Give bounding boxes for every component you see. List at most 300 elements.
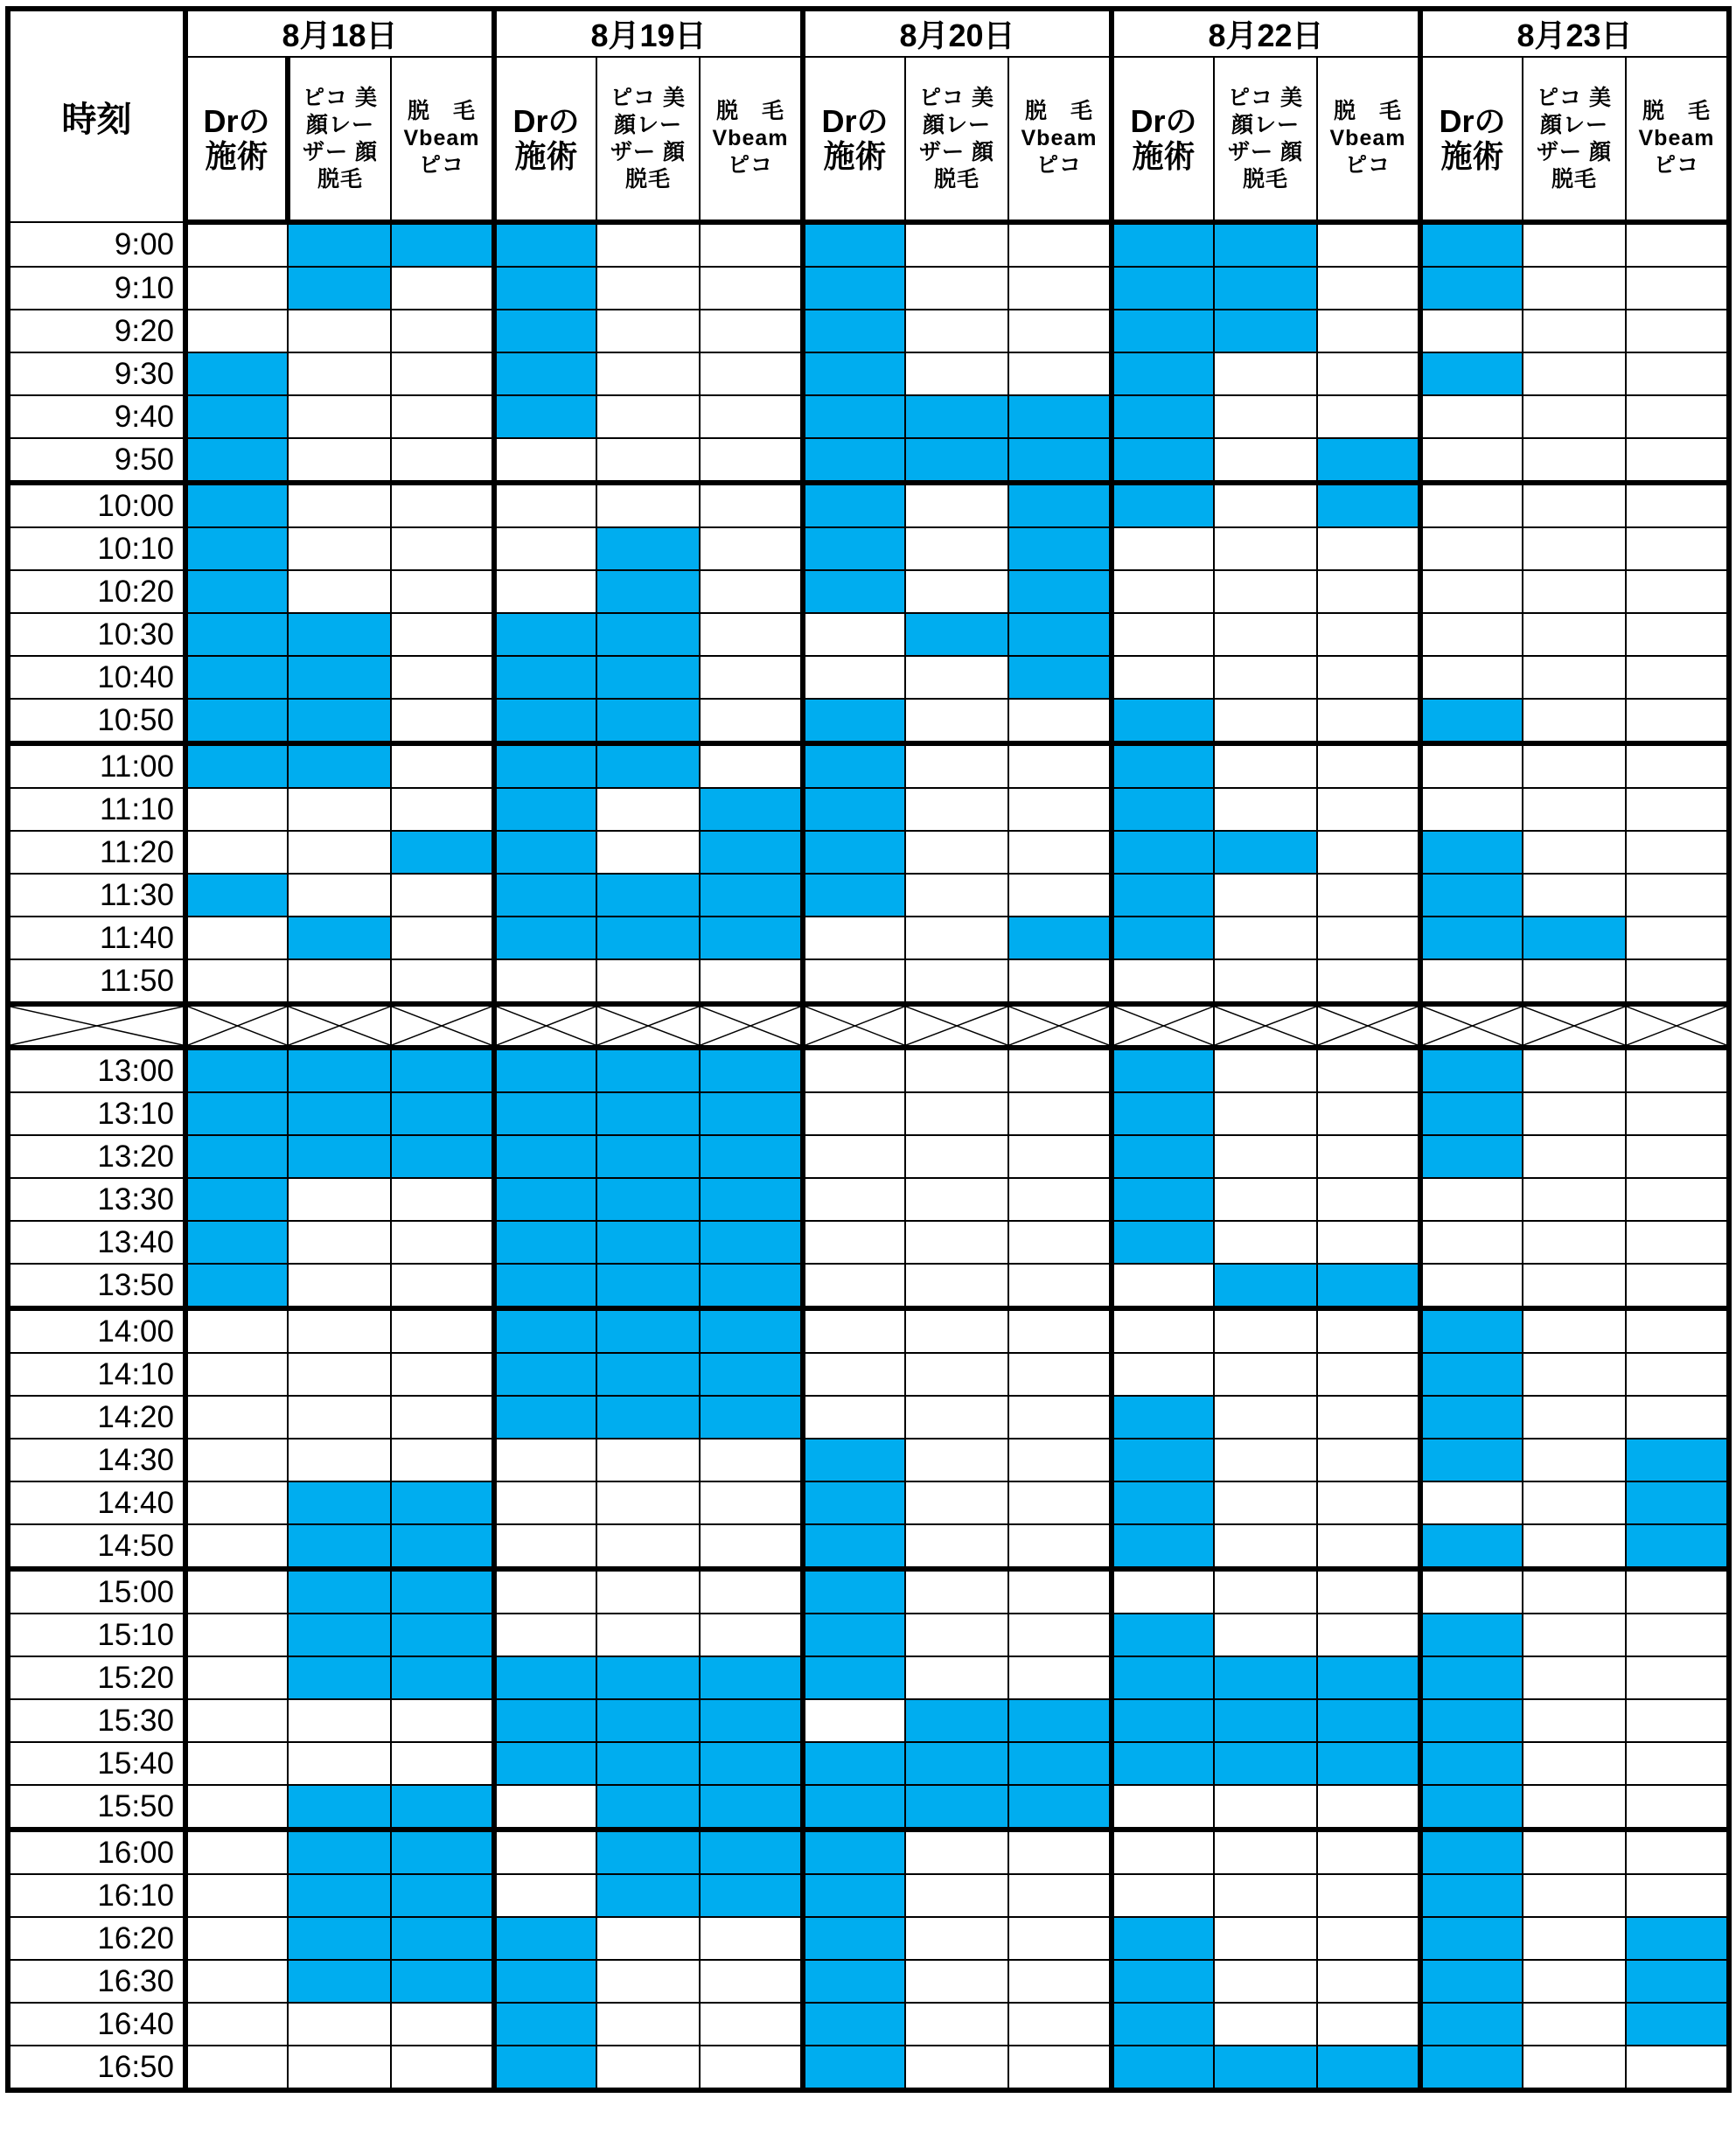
slot-available[interactable]	[1420, 222, 1523, 267]
slot-empty[interactable]	[1523, 1656, 1626, 1699]
slot-empty[interactable]	[1626, 1656, 1729, 1699]
slot-empty[interactable]	[288, 395, 391, 438]
slot-empty[interactable]	[596, 2046, 700, 2090]
slot-available[interactable]	[494, 1135, 596, 1178]
slot-available[interactable]	[391, 1960, 494, 2003]
slot-available[interactable]	[803, 570, 905, 613]
slot-empty[interactable]	[288, 570, 391, 613]
slot-empty[interactable]	[1626, 1699, 1729, 1742]
slot-available[interactable]	[391, 1135, 494, 1178]
slot-empty[interactable]	[391, 483, 494, 527]
slot-empty[interactable]	[700, 2003, 803, 2046]
slot-empty[interactable]	[1008, 1221, 1112, 1264]
slot-available[interactable]	[700, 1699, 803, 1742]
slot-available[interactable]	[596, 699, 700, 743]
slot-available[interactable]	[596, 1221, 700, 1264]
slot-empty[interactable]	[905, 917, 1008, 959]
slot-empty[interactable]	[1214, 1614, 1317, 1656]
slot-empty[interactable]	[185, 917, 288, 959]
slot-available[interactable]	[494, 1960, 596, 2003]
slot-empty[interactable]	[391, 527, 494, 570]
slot-empty[interactable]	[1112, 1353, 1214, 1396]
slot-available[interactable]	[803, 2003, 905, 2046]
slot-available[interactable]	[803, 1614, 905, 1656]
slot-available[interactable]	[1420, 1742, 1523, 1785]
slot-available[interactable]	[494, 267, 596, 310]
slot-empty[interactable]	[1626, 1830, 1729, 1874]
slot-empty[interactable]	[1317, 1439, 1420, 1481]
slot-empty[interactable]	[288, 959, 391, 1004]
slot-available[interactable]	[1112, 1917, 1214, 1960]
slot-empty[interactable]	[1626, 699, 1729, 743]
slot-empty[interactable]	[1626, 267, 1729, 310]
slot-empty[interactable]	[905, 1353, 1008, 1396]
slot-available[interactable]	[1420, 1308, 1523, 1353]
slot-empty[interactable]	[1317, 570, 1420, 613]
slot-available[interactable]	[596, 1874, 700, 1917]
slot-empty[interactable]	[1626, 788, 1729, 831]
slot-empty[interactable]	[185, 310, 288, 352]
slot-empty[interactable]	[803, 1178, 905, 1221]
slot-empty[interactable]	[1317, 222, 1420, 267]
slot-empty[interactable]	[803, 1396, 905, 1439]
slot-available[interactable]	[288, 743, 391, 788]
slot-available[interactable]	[803, 267, 905, 310]
slot-available[interactable]	[1420, 917, 1523, 959]
slot-available[interactable]	[185, 613, 288, 656]
slot-empty[interactable]	[905, 1135, 1008, 1178]
slot-empty[interactable]	[1008, 831, 1112, 874]
slot-available[interactable]	[1112, 917, 1214, 959]
slot-available[interactable]	[1214, 1742, 1317, 1785]
slot-empty[interactable]	[1523, 1874, 1626, 1917]
slot-empty[interactable]	[1317, 352, 1420, 395]
slot-empty[interactable]	[1626, 831, 1729, 874]
slot-available[interactable]	[803, 1785, 905, 1830]
slot-empty[interactable]	[905, 267, 1008, 310]
slot-empty[interactable]	[1214, 656, 1317, 699]
slot-available[interactable]	[1112, 1439, 1214, 1481]
slot-available[interactable]	[905, 1699, 1008, 1742]
slot-empty[interactable]	[1523, 570, 1626, 613]
slot-available[interactable]	[185, 352, 288, 395]
slot-empty[interactable]	[700, 352, 803, 395]
slot-empty[interactable]	[391, 1221, 494, 1264]
slot-available[interactable]	[700, 1308, 803, 1353]
slot-empty[interactable]	[700, 1569, 803, 1614]
slot-empty[interactable]	[803, 613, 905, 656]
slot-available[interactable]	[494, 656, 596, 699]
slot-empty[interactable]	[905, 959, 1008, 1004]
slot-available[interactable]	[1112, 1656, 1214, 1699]
slot-empty[interactable]	[905, 222, 1008, 267]
slot-empty[interactable]	[1420, 395, 1523, 438]
slot-empty[interactable]	[1112, 1830, 1214, 1874]
slot-empty[interactable]	[1626, 1308, 1729, 1353]
slot-empty[interactable]	[494, 527, 596, 570]
slot-empty[interactable]	[1523, 1830, 1626, 1874]
slot-available[interactable]	[803, 1524, 905, 1569]
slot-available[interactable]	[596, 1048, 700, 1092]
slot-available[interactable]	[494, 1264, 596, 1308]
slot-empty[interactable]	[1214, 395, 1317, 438]
slot-empty[interactable]	[905, 1048, 1008, 1092]
slot-empty[interactable]	[1523, 1264, 1626, 1308]
slot-empty[interactable]	[1523, 527, 1626, 570]
slot-empty[interactable]	[1008, 310, 1112, 352]
slot-available[interactable]	[1112, 310, 1214, 352]
slot-empty[interactable]	[1626, 352, 1729, 395]
slot-empty[interactable]	[1626, 310, 1729, 352]
slot-empty[interactable]	[288, 831, 391, 874]
slot-available[interactable]	[803, 788, 905, 831]
slot-empty[interactable]	[1214, 1048, 1317, 1092]
slot-empty[interactable]	[1214, 699, 1317, 743]
slot-available[interactable]	[494, 222, 596, 267]
slot-empty[interactable]	[1626, 483, 1729, 527]
slot-available[interactable]	[596, 1396, 700, 1439]
slot-empty[interactable]	[1626, 1569, 1729, 1614]
slot-empty[interactable]	[1523, 1524, 1626, 1569]
slot-empty[interactable]	[905, 743, 1008, 788]
slot-available[interactable]	[391, 1614, 494, 1656]
slot-available[interactable]	[1112, 1699, 1214, 1742]
slot-empty[interactable]	[391, 1742, 494, 1785]
slot-empty[interactable]	[288, 1742, 391, 1785]
slot-available[interactable]	[288, 222, 391, 267]
slot-available[interactable]	[1008, 395, 1112, 438]
slot-empty[interactable]	[1317, 1308, 1420, 1353]
slot-available[interactable]	[1626, 1917, 1729, 1960]
slot-empty[interactable]	[905, 1830, 1008, 1874]
slot-empty[interactable]	[1626, 1135, 1729, 1178]
slot-empty[interactable]	[905, 1439, 1008, 1481]
slot-available[interactable]	[288, 1569, 391, 1614]
slot-empty[interactable]	[1626, 1048, 1729, 1092]
slot-empty[interactable]	[494, 483, 596, 527]
slot-empty[interactable]	[1420, 656, 1523, 699]
slot-empty[interactable]	[1523, 613, 1626, 656]
slot-empty[interactable]	[1214, 438, 1317, 483]
slot-available[interactable]	[700, 831, 803, 874]
slot-empty[interactable]	[1214, 743, 1317, 788]
slot-available[interactable]	[1214, 222, 1317, 267]
slot-empty[interactable]	[288, 1221, 391, 1264]
slot-empty[interactable]	[1626, 1785, 1729, 1830]
slot-available[interactable]	[1420, 1396, 1523, 1439]
slot-available[interactable]	[494, 395, 596, 438]
slot-available[interactable]	[700, 917, 803, 959]
slot-empty[interactable]	[185, 1439, 288, 1481]
slot-empty[interactable]	[1317, 788, 1420, 831]
slot-empty[interactable]	[1214, 613, 1317, 656]
slot-available[interactable]	[391, 1524, 494, 1569]
slot-empty[interactable]	[905, 874, 1008, 917]
slot-available[interactable]	[494, 2046, 596, 2090]
slot-available[interactable]	[803, 743, 905, 788]
slot-empty[interactable]	[1214, 1092, 1317, 1135]
slot-empty[interactable]	[1317, 874, 1420, 917]
slot-available[interactable]	[494, 1221, 596, 1264]
slot-empty[interactable]	[494, 1569, 596, 1614]
slot-empty[interactable]	[185, 1917, 288, 1960]
slot-empty[interactable]	[1523, 267, 1626, 310]
slot-empty[interactable]	[803, 1135, 905, 1178]
slot-empty[interactable]	[700, 1614, 803, 1656]
slot-available[interactable]	[905, 1785, 1008, 1830]
slot-empty[interactable]	[1317, 1569, 1420, 1614]
slot-available[interactable]	[494, 2003, 596, 2046]
slot-available[interactable]	[185, 1221, 288, 1264]
slot-available[interactable]	[803, 1569, 905, 1614]
slot-empty[interactable]	[185, 1614, 288, 1656]
slot-available[interactable]	[700, 1135, 803, 1178]
slot-available[interactable]	[288, 1135, 391, 1178]
slot-empty[interactable]	[1112, 1308, 1214, 1353]
slot-available[interactable]	[185, 743, 288, 788]
slot-available[interactable]	[803, 222, 905, 267]
slot-available[interactable]	[185, 656, 288, 699]
slot-empty[interactable]	[494, 438, 596, 483]
slot-available[interactable]	[1420, 352, 1523, 395]
slot-available[interactable]	[803, 831, 905, 874]
slot-empty[interactable]	[905, 527, 1008, 570]
slot-available[interactable]	[391, 1874, 494, 1917]
slot-empty[interactable]	[1214, 570, 1317, 613]
slot-available[interactable]	[1626, 1524, 1729, 1569]
slot-available[interactable]	[1420, 1614, 1523, 1656]
slot-available[interactable]	[1112, 699, 1214, 743]
slot-available[interactable]	[1112, 395, 1214, 438]
slot-empty[interactable]	[1523, 656, 1626, 699]
slot-empty[interactable]	[1523, 874, 1626, 917]
slot-available[interactable]	[803, 527, 905, 570]
slot-empty[interactable]	[803, 959, 905, 1004]
slot-empty[interactable]	[1008, 1048, 1112, 1092]
slot-empty[interactable]	[391, 310, 494, 352]
slot-available[interactable]	[1008, 1785, 1112, 1830]
slot-empty[interactable]	[905, 699, 1008, 743]
slot-empty[interactable]	[700, 699, 803, 743]
slot-empty[interactable]	[391, 1439, 494, 1481]
slot-empty[interactable]	[185, 2003, 288, 2046]
slot-available[interactable]	[596, 570, 700, 613]
slot-empty[interactable]	[905, 352, 1008, 395]
slot-empty[interactable]	[288, 1308, 391, 1353]
slot-empty[interactable]	[288, 1264, 391, 1308]
slot-empty[interactable]	[1008, 1614, 1112, 1656]
slot-available[interactable]	[1420, 1135, 1523, 1178]
slot-empty[interactable]	[1523, 1569, 1626, 1614]
slot-empty[interactable]	[1008, 1960, 1112, 2003]
slot-empty[interactable]	[1112, 1874, 1214, 1917]
slot-empty[interactable]	[1523, 831, 1626, 874]
slot-available[interactable]	[391, 1092, 494, 1135]
slot-empty[interactable]	[1317, 1917, 1420, 1960]
slot-available[interactable]	[700, 1221, 803, 1264]
slot-available[interactable]	[1112, 1092, 1214, 1135]
slot-empty[interactable]	[391, 2046, 494, 2090]
slot-empty[interactable]	[391, 656, 494, 699]
slot-available[interactable]	[494, 1092, 596, 1135]
slot-empty[interactable]	[391, 743, 494, 788]
slot-empty[interactable]	[1420, 1481, 1523, 1524]
slot-empty[interactable]	[905, 656, 1008, 699]
slot-empty[interactable]	[1214, 1135, 1317, 1178]
slot-empty[interactable]	[1420, 1264, 1523, 1308]
slot-empty[interactable]	[494, 1830, 596, 1874]
slot-available[interactable]	[1317, 483, 1420, 527]
slot-empty[interactable]	[1626, 1178, 1729, 1221]
slot-available[interactable]	[596, 917, 700, 959]
slot-empty[interactable]	[1523, 310, 1626, 352]
slot-available[interactable]	[288, 1656, 391, 1699]
slot-empty[interactable]	[1626, 959, 1729, 1004]
slot-empty[interactable]	[1626, 1221, 1729, 1264]
slot-empty[interactable]	[1420, 1569, 1523, 1614]
slot-empty[interactable]	[596, 352, 700, 395]
slot-empty[interactable]	[803, 1353, 905, 1396]
slot-empty[interactable]	[905, 2046, 1008, 2090]
slot-empty[interactable]	[1523, 1439, 1626, 1481]
slot-empty[interactable]	[905, 1524, 1008, 1569]
slot-empty[interactable]	[905, 1092, 1008, 1135]
slot-empty[interactable]	[494, 1439, 596, 1481]
slot-empty[interactable]	[391, 570, 494, 613]
slot-available[interactable]	[494, 699, 596, 743]
slot-empty[interactable]	[700, 1439, 803, 1481]
slot-empty[interactable]	[700, 743, 803, 788]
slot-empty[interactable]	[1626, 2046, 1729, 2090]
slot-available[interactable]	[288, 1092, 391, 1135]
slot-empty[interactable]	[1112, 570, 1214, 613]
slot-empty[interactable]	[905, 570, 1008, 613]
slot-empty[interactable]	[391, 395, 494, 438]
slot-available[interactable]	[391, 1917, 494, 1960]
slot-available[interactable]	[288, 917, 391, 959]
slot-empty[interactable]	[288, 310, 391, 352]
slot-empty[interactable]	[391, 788, 494, 831]
slot-available[interactable]	[1008, 917, 1112, 959]
slot-empty[interactable]	[905, 1481, 1008, 1524]
slot-available[interactable]	[288, 267, 391, 310]
slot-empty[interactable]	[1317, 699, 1420, 743]
slot-empty[interactable]	[905, 1221, 1008, 1264]
slot-empty[interactable]	[596, 831, 700, 874]
slot-empty[interactable]	[700, 395, 803, 438]
slot-empty[interactable]	[1523, 1742, 1626, 1785]
slot-empty[interactable]	[494, 570, 596, 613]
slot-empty[interactable]	[288, 483, 391, 527]
slot-available[interactable]	[391, 1569, 494, 1614]
slot-available[interactable]	[391, 1830, 494, 1874]
slot-empty[interactable]	[1523, 1178, 1626, 1221]
slot-available[interactable]	[391, 1481, 494, 1524]
slot-available[interactable]	[288, 1524, 391, 1569]
slot-empty[interactable]	[1008, 1264, 1112, 1308]
slot-empty[interactable]	[1523, 352, 1626, 395]
slot-empty[interactable]	[1317, 959, 1420, 1004]
slot-empty[interactable]	[288, 874, 391, 917]
slot-empty[interactable]	[596, 1569, 700, 1614]
slot-available[interactable]	[700, 1830, 803, 1874]
slot-empty[interactable]	[596, 395, 700, 438]
slot-available[interactable]	[1112, 1396, 1214, 1439]
slot-available[interactable]	[1214, 310, 1317, 352]
slot-empty[interactable]	[391, 874, 494, 917]
slot-available[interactable]	[1112, 874, 1214, 917]
slot-empty[interactable]	[1523, 788, 1626, 831]
slot-empty[interactable]	[1523, 2003, 1626, 2046]
slot-available[interactable]	[494, 310, 596, 352]
slot-empty[interactable]	[1008, 1569, 1112, 1614]
slot-empty[interactable]	[1420, 1178, 1523, 1221]
slot-available[interactable]	[1112, 352, 1214, 395]
slot-available[interactable]	[1317, 1742, 1420, 1785]
slot-empty[interactable]	[1317, 1048, 1420, 1092]
slot-available[interactable]	[596, 1785, 700, 1830]
slot-empty[interactable]	[1214, 1830, 1317, 1874]
slot-available[interactable]	[391, 831, 494, 874]
slot-available[interactable]	[596, 874, 700, 917]
slot-empty[interactable]	[1008, 699, 1112, 743]
slot-empty[interactable]	[288, 352, 391, 395]
slot-available[interactable]	[1420, 1092, 1523, 1135]
slot-empty[interactable]	[1214, 1524, 1317, 1569]
slot-available[interactable]	[494, 352, 596, 395]
slot-empty[interactable]	[494, 1524, 596, 1569]
slot-empty[interactable]	[905, 1656, 1008, 1699]
slot-empty[interactable]	[1317, 395, 1420, 438]
slot-available[interactable]	[288, 656, 391, 699]
slot-available[interactable]	[700, 1742, 803, 1785]
slot-available[interactable]	[1420, 831, 1523, 874]
slot-available[interactable]	[596, 1699, 700, 1742]
slot-empty[interactable]	[596, 1917, 700, 1960]
slot-available[interactable]	[1317, 2046, 1420, 2090]
slot-empty[interactable]	[905, 2003, 1008, 2046]
slot-available[interactable]	[700, 1092, 803, 1135]
slot-empty[interactable]	[391, 959, 494, 1004]
slot-empty[interactable]	[288, 1178, 391, 1221]
slot-empty[interactable]	[1214, 2003, 1317, 2046]
slot-available[interactable]	[1214, 1699, 1317, 1742]
slot-empty[interactable]	[803, 1699, 905, 1742]
slot-available[interactable]	[596, 1135, 700, 1178]
slot-empty[interactable]	[905, 1396, 1008, 1439]
slot-empty[interactable]	[1008, 2046, 1112, 2090]
slot-empty[interactable]	[185, 1569, 288, 1614]
slot-empty[interactable]	[1008, 222, 1112, 267]
slot-empty[interactable]	[596, 2003, 700, 2046]
slot-available[interactable]	[1420, 1699, 1523, 1742]
slot-empty[interactable]	[1317, 1481, 1420, 1524]
slot-empty[interactable]	[1626, 656, 1729, 699]
slot-empty[interactable]	[288, 1396, 391, 1439]
slot-available[interactable]	[1112, 1481, 1214, 1524]
slot-available[interactable]	[494, 1048, 596, 1092]
slot-empty[interactable]	[1008, 1481, 1112, 1524]
slot-empty[interactable]	[1523, 1481, 1626, 1524]
slot-available[interactable]	[185, 874, 288, 917]
slot-empty[interactable]	[185, 1874, 288, 1917]
slot-empty[interactable]	[1317, 1178, 1420, 1221]
slot-available[interactable]	[288, 1874, 391, 1917]
slot-empty[interactable]	[803, 1048, 905, 1092]
slot-empty[interactable]	[596, 267, 700, 310]
slot-empty[interactable]	[1626, 1874, 1729, 1917]
slot-available[interactable]	[803, 1917, 905, 1960]
